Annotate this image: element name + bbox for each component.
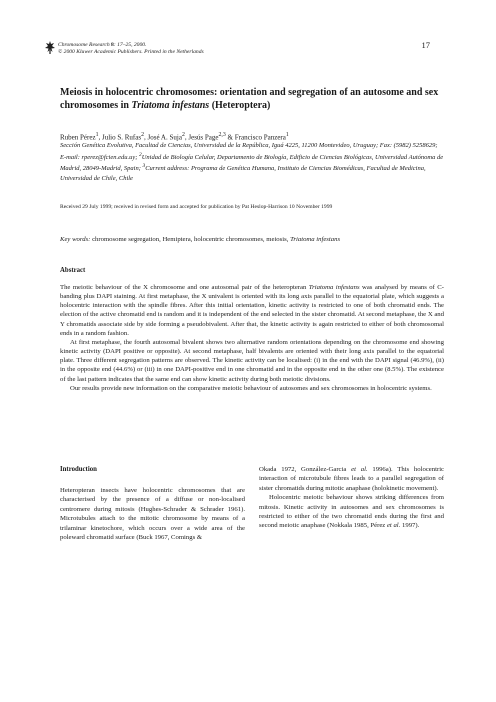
intro-text: Okada 1972, González-Garcia: [259, 466, 352, 473]
title-species: Triatoma infestans: [131, 99, 210, 111]
abstract-paragraph: [60, 283, 444, 338]
intro-paragraph: [259, 493, 444, 531]
author-name: , José A. Suja: [144, 133, 182, 142]
affil-mark: 3: [142, 163, 146, 170]
abstract-heading: Abstract: [60, 267, 86, 274]
article-title: [60, 87, 440, 112]
keywords-label: Key words:: [60, 236, 91, 243]
intro-text: 1996a). This holocentric interaction of microtubule fibres leads to a parallel segregation of sister chromatids during mitotic anaphase (holokinetic movement).: [259, 466, 445, 492]
intro-etal: et al.: [386, 522, 401, 530]
abstract-text: The meiotic behaviour of the X chromosome and one autosomal pair of the heteropteran: [60, 284, 309, 291]
author-affil-mark: 2,3: [218, 132, 226, 138]
author-name: , Jesús Page: [184, 133, 219, 142]
keywords-text: chromosome segregation, Hemiptera, holocentric chromosomes, meiosis,: [90, 236, 291, 243]
author-affil-mark: 1: [285, 132, 289, 138]
intro-text: 1997).: [400, 522, 420, 530]
title-suffix: (Heteroptera): [209, 99, 271, 111]
abstract-text: was analysed by means of C-banding plus DAPI staining. At first metaphase, the X univalent is oriented with its long axis parallel to the equatorial plate, which suggests a holocentric interaction with the spindle fibres. After this initial orientation, kinetic activity is restricted to one of both chromatid ends. The election of the active chromatid end is random and it is independent of the end selected in the sister chromatid. At second metaphase, the X and Y chromatids associate side by side forming a pseudobivalent. After that, the kinetic activity is again restricted to either of both chromosomal ends in a random fashion.: [60, 284, 444, 337]
running-head: [58, 42, 204, 56]
journal-volume: 8: [111, 42, 114, 48]
keywords-species: Triatoma infestans: [290, 236, 341, 243]
intro-paragraph: [259, 465, 444, 493]
abstract-paragraph: Our results provide new information on the comparative meiotic behaviour of autosomes and sex chromosomes in holocentric systems.: [70, 384, 432, 392]
journal-pages: : 17–25, 2000.: [113, 42, 147, 48]
abstract-paragraph: At first metaphase, the fourth autosomal bivalent shows two alternative random orientations depending on the chromosome end showing kinetic activity (DAPI positive or opposite). At second metaphase, half bivalents are oriented with their long axis parallel to the equatorial plate. Three different segregation patterns are observed. The kinetic activity can be localised: (i) in the end with the DAPI signal (46.9%), (ii) in the opposite end (44.6%) or (iii) in one DAPI-positive end in one chromatid and in the opposite end in the other one (8.5%). The existence of the last pattern indicates that the same end can show kinetic activity during both meiotic divisions.: [60, 338, 444, 383]
affiliations: [60, 141, 445, 184]
title-text: Meiosis in holocentric chromosomes: orientation and segregation of an autosome and sex chromosomes in: [60, 87, 439, 111]
affiliation-text: Current address: Programa de Genética Humana, Instituto de Ciencias Biomédicas, Facultad de Medicina, Universidad de Chile, Chile: [60, 165, 426, 183]
author-name: & Francisco Panzera: [225, 133, 286, 142]
introduction-heading: Introduction: [60, 466, 97, 473]
author-name: , Julio S. Rufas: [98, 133, 142, 142]
author-affil-mark: 2: [181, 132, 185, 138]
abstract-body: [60, 283, 444, 393]
abstract-species: Triatoma infestans: [308, 284, 360, 291]
author-affil-mark: 2: [141, 132, 145, 138]
copyright-line: © 2000 Kluwer Academic Publishers. Printed in the Netherlands: [58, 49, 204, 55]
intro-text: Holocentric meiotic behaviour shows striking differences from mitosis. Kinetic activity in autosomes and sex chromosomes is restricted to either of the two chromatid ends during the first and second meiotic anaphase (Nokkala 1985, Pérez: [259, 494, 444, 530]
affiliation-text: Unidad de Biología Celular, Departamento de Biología, Edificio de Ciencias Biológicas, Universidad Autónoma de Madrid, 28049-Madrid, Spain;: [60, 153, 444, 173]
author-affil-mark: 1: [95, 132, 99, 138]
affiliation-text: Sección Genética Evolutiva, Facultad de Ciencias, Universidad de la República, Iguá 4225, 11200 Montevideo, Uruguay; Fax: (5982) 5258629; E-mail: rperez@fcien.edu.uy;: [60, 142, 438, 161]
right-column: [259, 465, 444, 531]
intro-paragraph: Heteropteran insects have holocentric chromosomes that are characterised by the presence of a diffuse or non-localised centromere during mitosis (Hughes-Schrader & Schrader 1961). Microtubules attach to the mitotic chromosome by means of a trilaminar kinetochore, which occurs over a wide area of the poleward chromatid surface (Buck 1967, Comings &: [60, 487, 245, 542]
keywords: [60, 236, 445, 244]
intro-etal: et al.: [351, 466, 368, 473]
author-name: Ruben Pérez: [60, 133, 96, 142]
journal-name: Chromosome Research: [58, 42, 110, 48]
page-number: 17: [421, 40, 430, 50]
received-dates: Received 29 July 1999; received in revised form and accepted for publication by Pat Heslop-Harrison 10 November 1999: [60, 204, 333, 210]
affil-mark: 2: [139, 151, 142, 158]
publisher-logo-icon: [45, 41, 55, 54]
